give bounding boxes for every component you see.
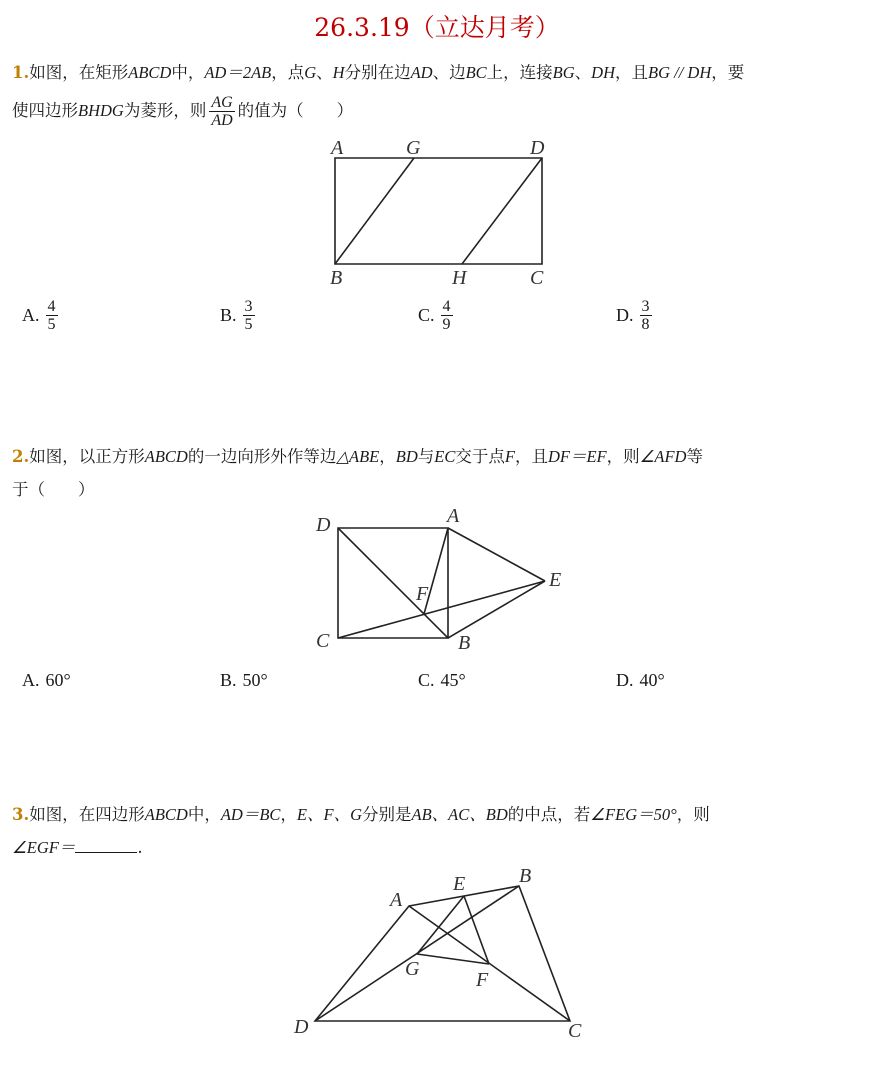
option-b[interactable]: B. 50° [220, 670, 268, 690]
option-d-fraction: $\frac{3}{8}$ [641, 298, 650, 333]
question-1-line-1: 1.如图，在矩形ABCD中，AD＝2AB，点G、H分别在边AD、边BC上，连接BG、DH，且BG // DH，要 [12, 63, 745, 82]
label-c: C [316, 630, 330, 652]
segment-db [338, 528, 448, 638]
question-number: 1. [12, 63, 30, 82]
option-a[interactable]: A. $\frac{4}{5}$ [22, 298, 56, 333]
option-c-fraction: $\frac{4}{9}$ [442, 298, 451, 333]
label-h: H [452, 267, 467, 289]
quadrilateral-abcd [315, 886, 570, 1021]
label-g: G [405, 958, 420, 980]
fraction-ag-ad: $\frac{AG}{AD}$ [211, 94, 233, 129]
option-c[interactable]: C. 45° [418, 670, 466, 690]
segment-be [448, 581, 545, 638]
question-3-text [12, 798, 862, 864]
label-b: B [519, 865, 532, 887]
segment-eg [417, 896, 464, 954]
label-b: B [458, 632, 471, 654]
label-g: G [406, 137, 421, 159]
label-e: E [453, 873, 466, 895]
figure-1-rectangle [320, 134, 560, 294]
question-number: 3. [12, 805, 30, 824]
question-2-text [12, 440, 862, 506]
question-1-text [12, 56, 862, 133]
label-a: A [447, 505, 460, 527]
rectangle-abcd [335, 158, 542, 264]
option-b[interactable]: B. $\frac{3}{5}$ [220, 298, 253, 333]
question-number: 2. [12, 447, 30, 466]
label-d: D [294, 1016, 309, 1038]
label-a: A [390, 889, 403, 911]
question-1-line-2: 使四边形BHDG为菱形，则 $\frac{AG}{AD}$ 的值为（ ） [12, 94, 354, 129]
answer-blank[interactable] [75, 834, 137, 853]
segment-bg [335, 158, 414, 264]
segment-hd [462, 158, 542, 264]
option-d[interactable]: D. $\frac{3}{8}$ [616, 298, 650, 333]
label-f: F [476, 969, 489, 991]
figure-2-square [305, 505, 575, 655]
segment-ce [338, 581, 545, 638]
option-b-fraction: $\frac{3}{5}$ [244, 298, 253, 333]
label-c: C [530, 267, 544, 289]
option-d[interactable]: D. 40° [616, 670, 665, 690]
question-2-line-1: 2.如图，以正方形ABCD的一边向形外作等边△ABE，BD与EC交于点F，且DF＝EF，则∠AFD等 [12, 447, 703, 466]
label-a: A [331, 137, 344, 159]
label-f: F [416, 583, 429, 605]
page-title: 26.3.19（立达月考） [314, 13, 560, 42]
question-3-line-1: 3.如图，在四边形ABCD中，AD＝BC，E、F、G分别是AB、AC、BD的中点，若∠FEG＝50°，则 [12, 805, 710, 824]
option-c[interactable]: C. $\frac{4}{9}$ [418, 298, 451, 333]
label-b: B [330, 267, 343, 289]
question-3-line-2: ∠EGF＝ . [12, 831, 862, 864]
label-d: D [530, 137, 545, 159]
label-d: D [316, 514, 331, 536]
label-c: C [568, 1020, 582, 1042]
segment-ae [448, 528, 545, 581]
option-a[interactable]: A. 60° [22, 670, 71, 690]
question-2-line-2: 于（ ） [12, 480, 95, 499]
option-a-fraction: $\frac{4}{5}$ [47, 298, 56, 333]
label-e: E [549, 569, 562, 591]
figure-3-quadrilateral [290, 862, 600, 1047]
